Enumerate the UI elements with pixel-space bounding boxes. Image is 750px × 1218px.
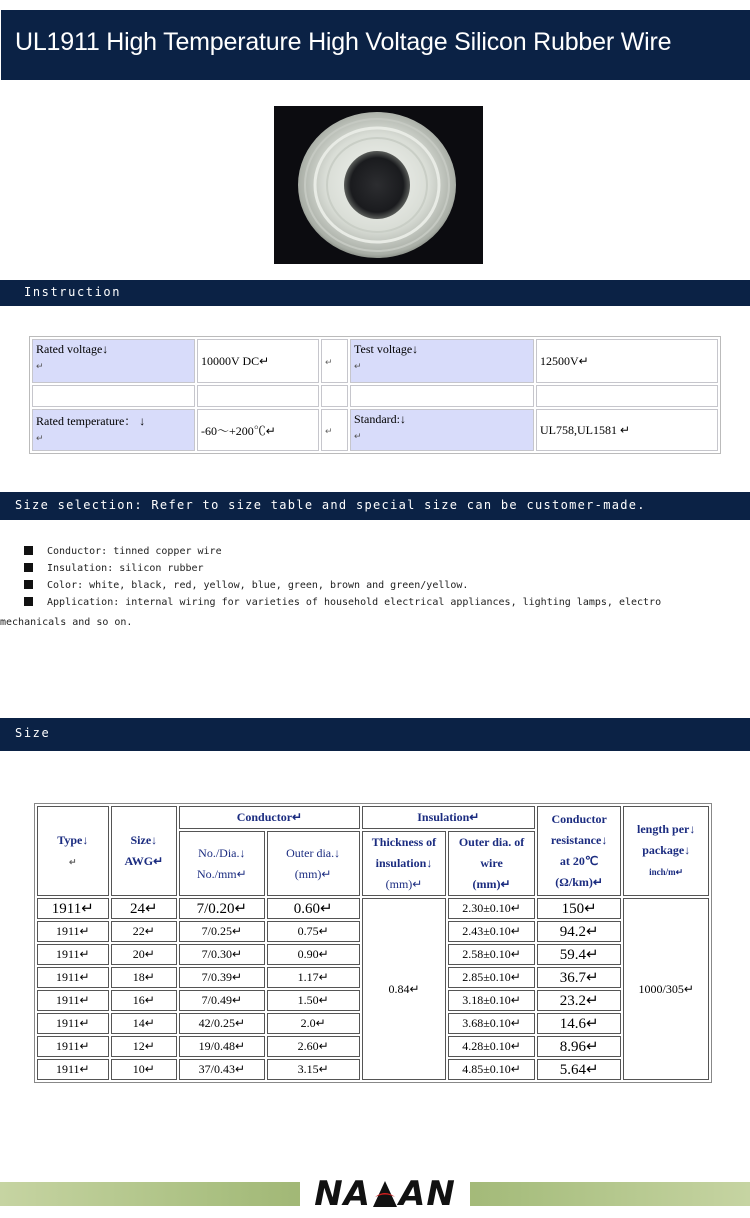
cell-strand: 19/0.48↵ xyxy=(179,1036,264,1057)
naoan-logo: NA AN xyxy=(300,1170,470,1218)
cell-strand: 7/0.20↵ xyxy=(179,898,264,919)
cell-conductor-od: 0.90↵ xyxy=(267,944,360,965)
cell-strand: 42/0.25↵ xyxy=(179,1013,264,1034)
header-insulation: Insulation↵ xyxy=(362,806,535,829)
cell-awg: 18↵ xyxy=(111,967,178,988)
header-length-per-package: length per↓ package↓ inch/m↵ xyxy=(623,806,709,896)
empty-cell xyxy=(197,385,319,407)
cell-resistance: 36.7↵ xyxy=(537,967,622,988)
cell-awg: 20↵ xyxy=(111,944,178,965)
empty-cell xyxy=(536,385,718,407)
cell-strand: 7/0.30↵ xyxy=(179,944,264,965)
list-item: Insulation: silicon rubber xyxy=(24,560,724,577)
standard-value: UL758,UL1581 ↵ xyxy=(536,409,718,451)
rated-temperature-label: Rated temperature： ↓ ↵ xyxy=(32,409,195,451)
cell-type: 1911↵ xyxy=(37,921,109,942)
cell-conductor-od: 2.60↵ xyxy=(267,1036,360,1057)
header-conductor: Conductor↵ xyxy=(179,806,360,829)
product-photo-wire-coil xyxy=(274,106,483,264)
list-item: Conductor: tinned copper wire xyxy=(24,543,724,560)
cell-awg: 22↵ xyxy=(111,921,178,942)
cell-type: 1911↵ xyxy=(37,944,109,965)
header-thickness: Thickness of insulation↓ (mm)↵ xyxy=(362,831,447,896)
rated-voltage-label: Rated voltage↓ ↵ xyxy=(32,339,195,383)
mark-cell: ↵ xyxy=(321,339,348,383)
cell-wire-od: 2.58±0.10↵ xyxy=(448,944,535,965)
bullet-square-icon xyxy=(24,597,33,606)
cell-resistance: 94.2↵ xyxy=(537,921,622,942)
bullet-square-icon xyxy=(24,546,33,555)
cell-wire-od: 2.30±0.10↵ xyxy=(448,898,535,919)
section-header-instruction: Instruction xyxy=(0,280,750,306)
test-voltage-label: Test voltage↓ ↵ xyxy=(350,339,534,383)
header-wire-outer-dia: Outer dia. of wire (mm)↵ xyxy=(448,831,535,896)
cell-awg: 10↵ xyxy=(111,1059,178,1080)
instruction-table xyxy=(29,336,721,454)
cell-type: 1911↵ xyxy=(37,1036,109,1057)
list-item-continuation: mechanicals and so on. xyxy=(0,617,133,628)
cell-strand: 7/0.39↵ xyxy=(179,967,264,988)
header-conductor-resistance: Conductor resistance↓ at 20℃ (Ω/km)↵ xyxy=(537,806,622,896)
cell-awg: 16↵ xyxy=(111,990,178,1011)
cell-conductor-od: 0.75↵ xyxy=(267,921,360,942)
list-item: Application: internal wiring for varieties of household electrical appliances, lighting lamps, electro xyxy=(24,594,724,611)
list-item: Color: white, black, red, yellow, blue, green, brown and green/yellow. xyxy=(24,577,724,594)
rated-voltage-value: 10000V DC↵ xyxy=(197,339,319,383)
standard-label: Standard:↓ ↵ xyxy=(350,409,534,451)
cell-resistance: 59.4↵ xyxy=(537,944,622,965)
empty-cell xyxy=(32,385,195,407)
cell-conductor-od: 1.50↵ xyxy=(267,990,360,1011)
test-voltage-value: 12500V↵ xyxy=(536,339,718,383)
cell-conductor-od: 0.60↵ xyxy=(267,898,360,919)
cell-strand: 7/0.49↵ xyxy=(179,990,264,1011)
cell-resistance: 5.64↵ xyxy=(537,1059,622,1080)
cell-type: 1911↵ xyxy=(37,990,109,1011)
cell-strand: 7/0.25↵ xyxy=(179,921,264,942)
empty-cell xyxy=(321,385,348,407)
cell-resistance: 150↵ xyxy=(537,898,622,919)
logo-emblem-icon xyxy=(371,1179,399,1209)
header-size: Size↓ AWG↵ xyxy=(111,806,178,896)
cell-wire-od: 3.18±0.10↵ xyxy=(448,990,535,1011)
page-title: UL1911 High Temperature High Voltage Silicon Rubber Wire xyxy=(1,10,750,80)
header-type: Type↓ ↵ xyxy=(37,806,109,896)
cell-type: 1911↵ xyxy=(37,898,109,919)
rated-temperature-value: -60～+200℃↵ xyxy=(197,409,319,451)
cell-strand: 37/0.43↵ xyxy=(179,1059,264,1080)
cell-awg: 12↵ xyxy=(111,1036,178,1057)
wire-coil-image xyxy=(274,106,483,264)
cell-resistance: 8.96↵ xyxy=(537,1036,622,1057)
bullet-square-icon xyxy=(24,563,33,572)
cell-wire-od: 4.28±0.10↵ xyxy=(448,1036,535,1057)
empty-cell xyxy=(350,385,534,407)
bullet-square-icon xyxy=(24,580,33,589)
section-header-size: Size xyxy=(0,718,750,751)
cell-length-merged: 1000/305↵ xyxy=(623,898,709,1080)
cell-wire-od: 2.85±0.10↵ xyxy=(448,967,535,988)
cell-resistance: 14.6↵ xyxy=(537,1013,622,1034)
cell-thickness-merged: 0.84↵ xyxy=(362,898,447,1080)
header-no-dia: No./Dia.↓ No./mm↵ xyxy=(179,831,264,896)
mark-cell: ↵ xyxy=(321,409,348,451)
cell-wire-od: 3.68±0.10↵ xyxy=(448,1013,535,1034)
cell-type: 1911↵ xyxy=(37,967,109,988)
table-row xyxy=(37,898,709,919)
cell-type: 1911↵ xyxy=(37,1013,109,1034)
section-header-size-selection: Size selection: Refer to size table and special size can be customer-made. xyxy=(0,492,750,520)
header-outer-dia: Outer dia.↓ (mm)↵ xyxy=(267,831,360,896)
size-table xyxy=(34,803,712,1083)
cell-conductor-od: 1.17↵ xyxy=(267,967,360,988)
cell-type: 1911↵ xyxy=(37,1059,109,1080)
cell-awg: 14↵ xyxy=(111,1013,178,1034)
cell-resistance: 23.2↵ xyxy=(537,990,622,1011)
cell-conductor-od: 3.15↵ xyxy=(267,1059,360,1080)
cell-awg: 24↵ xyxy=(111,898,178,919)
feature-list xyxy=(0,543,724,631)
cell-conductor-od: 2.0↵ xyxy=(267,1013,360,1034)
cell-wire-od: 4.85±0.10↵ xyxy=(448,1059,535,1080)
cell-wire-od: 2.43±0.10↵ xyxy=(448,921,535,942)
